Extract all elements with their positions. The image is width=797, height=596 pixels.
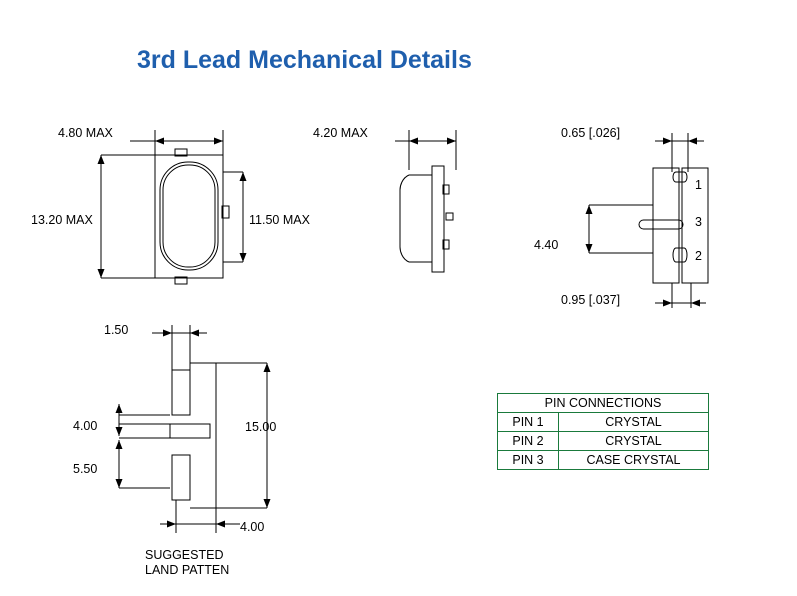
dim-land-overall-width-label: 4.00 — [240, 520, 265, 534]
table-header-row — [498, 394, 709, 413]
pin-label-2: 2 — [695, 249, 702, 263]
dim-top-inner-height-label: 11.50 MAX — [249, 213, 310, 227]
dim-land-gap-a-label: 4.00 — [73, 419, 98, 433]
dim-land-overall-height-label: 15.00 — [245, 420, 277, 434]
page-title: 3rd Lead Mechanical Details — [137, 46, 472, 74]
land-pattern-caption-line2: LAND PATTEN — [145, 563, 230, 577]
pin-cell: PIN 1 — [498, 413, 559, 432]
pin-label-1: 1 — [695, 178, 702, 192]
land-pattern-caption-line1: SUGGESTED — [145, 548, 224, 562]
pin-cell: PIN 3 — [498, 451, 559, 470]
pin-cell: PIN 2 — [498, 432, 559, 451]
dim-pin-width-label: 0.65 [.026] — [561, 126, 621, 140]
dim-land-pad-width-label: 1.50 — [104, 323, 129, 337]
pin-connections-table — [497, 393, 709, 470]
pin-label-3: 3 — [695, 215, 702, 229]
pin-connections-header: PIN CONNECTIONS — [498, 394, 709, 413]
dim-top-height-label: 13.20 MAX — [31, 213, 93, 227]
dim-pad-width-label: 0.95 [.037] — [561, 293, 621, 307]
dim-side-width-label: 4.20 MAX — [313, 126, 368, 140]
table-row — [498, 413, 709, 432]
dim-top-width-label: 4.80 MAX — [58, 126, 113, 140]
dim-land-gap-b-label: 5.50 — [73, 462, 98, 476]
dim-pin-pitch-label: 4.40 — [534, 238, 559, 252]
function-cell: CASE CRYSTAL — [559, 451, 709, 470]
function-cell: CRYSTAL — [559, 413, 709, 432]
table-row — [498, 432, 709, 451]
table-row — [498, 451, 709, 470]
function-cell: CRYSTAL — [559, 432, 709, 451]
